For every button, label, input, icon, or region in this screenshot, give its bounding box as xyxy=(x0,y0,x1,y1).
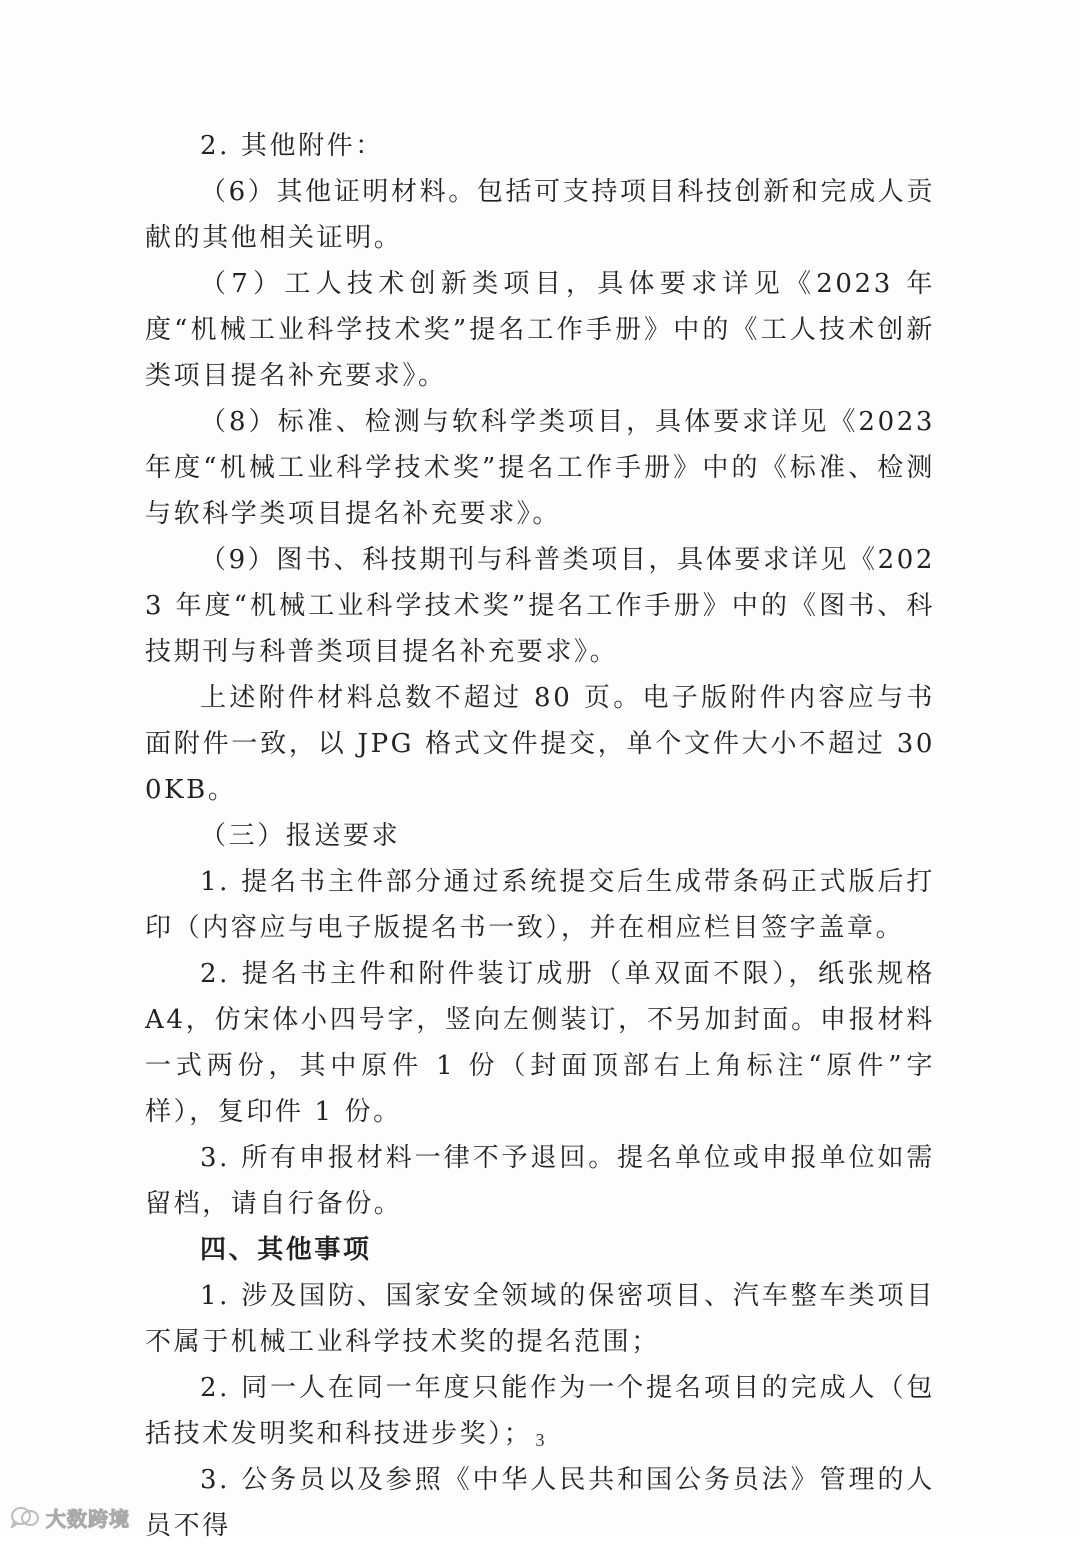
submission-item-2: 2. 提名书主件和附件装订成册（单双面不限），纸张规格 A4，仿宋体小四号字，竖向左侧装订，不另加封面。申报材料一式两份，其中原件 1 份（封面顶部右上角标注“原件”字样），复印件 1 份。 xyxy=(145,959,935,1127)
item-6-paragraph: （6）其他证明材料。包括可支持项目科技创新和完成人贡献的其他相关证明。 xyxy=(145,177,935,253)
item-9-paragraph: （9）图书、科技期刊与科普类项目，具体要求详见《2023 年度“机械工业科学技术奖”提名工作手册》中的《图书、科技期刊与科普类项目提名补充要求》。 xyxy=(145,545,935,667)
attachment-limit-paragraph: 上述附件材料总数不超过 80 页。电子版附件内容应与书面附件一致，以 JPG 格式文件提交，单个文件大小不超过 300KB。 xyxy=(145,683,935,805)
other-matters-item-3: 3. 公务员以及参照《中华人民共和国公务员法》管理的人员不得 xyxy=(145,1465,935,1541)
chat-bubble-logo-icon xyxy=(10,1506,40,1528)
section-heading-other-matters: 四、其他事项 xyxy=(200,1235,372,1265)
page-number: 3 xyxy=(535,1430,545,1450)
watermark-text: 大数跨境 xyxy=(46,1506,130,1531)
item-8-paragraph: （8）标准、检测与软科学类项目，具体要求详见《2023 年度“机械工业科学技术奖”提名工作手册》中的《标准、检测与软科学类项目提名补充要求》。 xyxy=(145,407,935,529)
attachment-subheading: 2. 其他附件： xyxy=(200,131,384,161)
submission-item-1: 1. 提名书主件部分通过系统提交后生成带条码正式版后打印（内容应与电子版提名书一致），并在相应栏目签字盖章。 xyxy=(145,867,935,943)
document-body xyxy=(145,123,935,1549)
other-matters-item-2: 2. 同一人在同一年度只能作为一个提名项目的完成人（包括技术发明奖和科技进步奖）； xyxy=(145,1373,935,1449)
watermark xyxy=(10,1502,130,1532)
item-7-paragraph: （7）工人技术创新类项目，具体要求详见《2023 年度“机械工业科学技术奖”提名工作手册》中的《工人技术创新类项目提名补充要求》。 xyxy=(145,269,935,391)
other-matters-item-1: 1. 涉及国防、国家安全领域的保密项目、汽车整车类项目不属于机械工业科学技术奖的提名范围； xyxy=(145,1281,935,1357)
submission-item-3: 3. 所有申报材料一律不予退回。提名单位或申报单位如需留档，请自行备份。 xyxy=(145,1143,935,1219)
submission-requirements-heading: （三）报送要求 xyxy=(200,821,401,851)
